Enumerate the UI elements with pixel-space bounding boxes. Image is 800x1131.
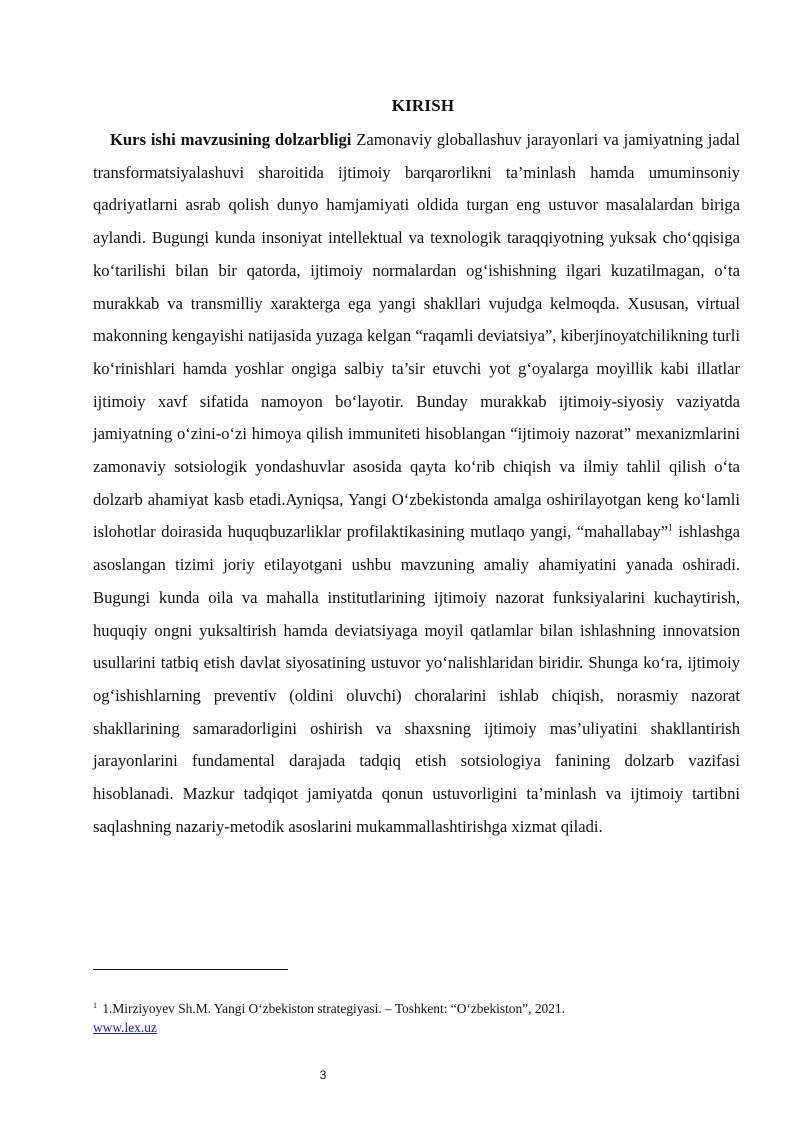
- footnote: [93, 999, 743, 1037]
- paragraph-text-part-1: Zamonaviy globallashuv jarayonlari va jamiyatning jadal transformatsiyalashuvi sharoitida ijtimoiy barqarorlikni ta’minlash hamda umuminsoniy qadriyatlarni asrab qolish dunyo hamjamiyati oldida turgan eng ustuvor masalalardan biriga aylandi. Bugungi kunda insoniyat intellektual va texnologik taraqqiyotning yuksak cho‘qqisiga ko‘tarilishi bilan bir qatorda, ijtimoiy normalardan og‘ishishning ilgari kuzatilmagan, o‘ta murakkab va transmilliy xarakterga ega yangi shakllari vujudga kelmoqda. Xususan, virtual makonning kengayishi natijasida yuzaga kelgan “raqamli deviatsiya”, kiberjinoyatchilikning turli ko‘rinishlari hamda yoshlar ongiga salbiy ta’sir etuvchi yot g‘oyalarga moyillik kabi illatlar ijtimoiy xavf sifatida namoyon bo‘layotir. Bunday murakkab ijtimoiy-siyosiy vaziyatda jamiyatning o‘zini-o‘zi himoya qilish immuniteti hisoblangan “ijtimoiy nazorat” mexanizmlarini zamonaviy sotsiologik yondashuvlar asosida qayta ko‘rib chiqish va ilmiy tahlil qilish o‘ta dolzarb ahamiyat kasb etadi.Ayniqsa, Yangi O‘zbekistonda amalga oshirilayotgan keng ko‘lamli islohotlar doirasida huquqbuzarliklar profilaktikasining mutlaqo yangi, “mahallabay”: [93, 130, 740, 542]
- footnote-reference[interactable]: 1: [668, 522, 673, 533]
- lead-phrase: Kurs ishi mavzusining dolzarbligi: [110, 130, 352, 149]
- body-paragraph: [93, 124, 740, 843]
- footnote-link[interactable]: www.lex.uz: [93, 1020, 157, 1035]
- footnote-text: 1.Mirziyoyev Sh.M. Yangi O‘zbekiston strategiyasi. – Toshkent: “O‘zbekiston”, 2021.: [99, 1001, 565, 1016]
- section-heading: KIRISH: [391, 96, 455, 115]
- page-number: 3: [319, 1068, 327, 1082]
- footnote-separator: [93, 969, 288, 970]
- paragraph-text-part-2: ishlashga asoslangan tizimi joriy etilayotgani ushbu mavzuning amaliy ahamiyatini yanada oshiradi. Bugungi kunda oila va mahalla institutlarining ijtimoiy nazorat funksiyalarini kuchaytirish, huquqiy ongni yuksaltirish hamda deviatsiyaga moyil qatlamlar bilan ishlashning innovatsion usullarini tatbiq etish davlat siyosatining ustuvor yo‘nalishlaridan biridir. Shunga ko‘ra, ijtimoiy og‘ishishlarning preventiv (oldini oluvchi) choralarini ishlab chiqish, norasmiy nazorat shakllarining samaradorligini oshirish va shaxsning ijtimoiy mas’uliyatini shakllantirish jarayonlarini fundamental darajada tadqiq etish sotsiologiya fanining dolzarb vazifasi hisoblanadi. Mazkur tadqiqot jamiyatda qonun ustuvorligini ta’minlash va ijtimoiy tartibni saqlashning nazariy-metodik asoslarini mukammallashtirishga xizmat qiladi.: [93, 522, 740, 836]
- footnote-mark: 1: [93, 1000, 97, 1010]
